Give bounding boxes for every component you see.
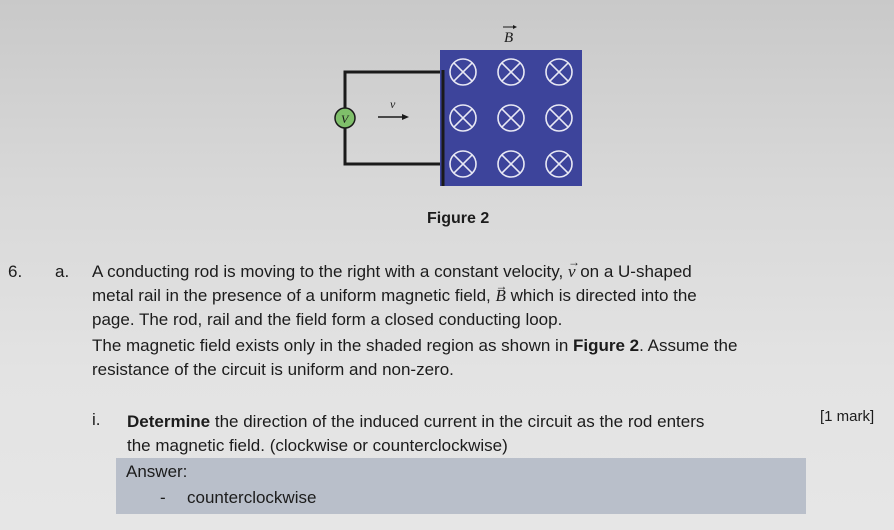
paragraph-line: resistance of the circuit is uniform and non-zero. (92, 360, 454, 379)
paragraph-line: Determine the direction of the induced current in the circuit as the rod enters (127, 412, 705, 431)
paragraph-line: A conducting rod is moving to the right with a constant velocity, → v on a U-shaped (92, 260, 697, 284)
subquestion-number: i. (92, 410, 101, 429)
answer-text[interactable]: counterclockwise (187, 488, 317, 507)
svg-text:v: v (390, 97, 396, 111)
question-paragraph-2 (92, 334, 737, 382)
paragraph-line: page. The rod, rail and the field form a closed conducting loop. (92, 310, 563, 329)
answer-bullet: - (160, 488, 166, 507)
marks-label: [1 mark] (820, 408, 875, 425)
figure-caption: Figure 2 (427, 210, 490, 227)
question-part: a. (55, 262, 70, 281)
velocity-arrow (378, 97, 409, 120)
paragraph-line: metal rail in the presence of a uniform magnetic field, → B which is directed into the (92, 284, 697, 308)
paragraph-line: The magnetic field exists only in the shaded region as shown in Figure 2. Assume the (92, 336, 738, 355)
b-field-label (503, 25, 517, 46)
voltmeter-icon (335, 108, 355, 128)
field-vector-symbol: → B (495, 284, 505, 308)
velocity-vector-symbol: → v (568, 260, 576, 284)
figure-2-diagram (0, 0, 894, 200)
answer-label: Answer: (126, 462, 188, 481)
answer-box[interactable] (116, 458, 806, 514)
svg-text:V: V (341, 112, 349, 126)
svg-text:B: B (504, 30, 514, 46)
subquestion-text (127, 410, 704, 458)
question-number: 6. (8, 262, 23, 281)
question-paragraph-1 (92, 260, 697, 332)
u-shaped-rail (345, 72, 443, 164)
paragraph-line: the magnetic field. (clockwise or counterclockwise) (127, 436, 508, 455)
